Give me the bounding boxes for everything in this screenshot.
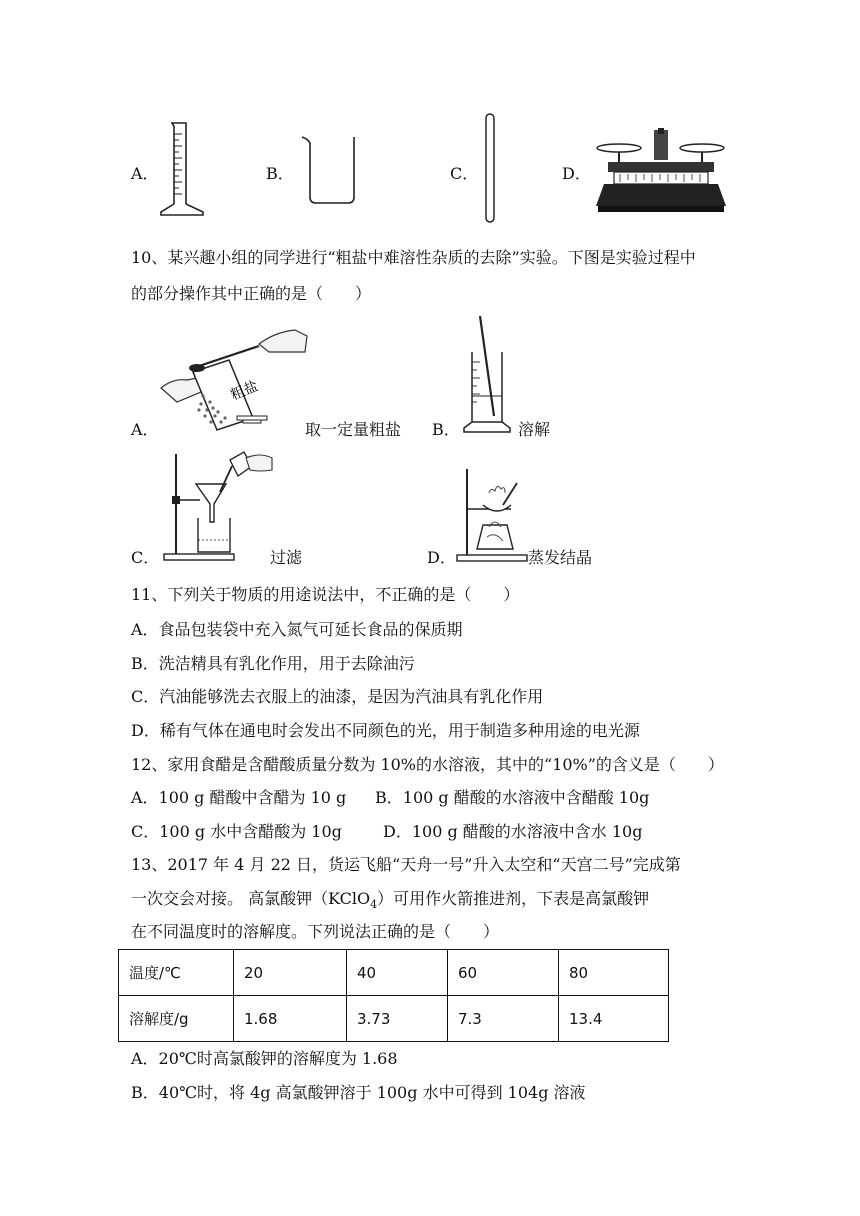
q13-option-b: B．40℃时，将 4g 高氯酸钾溶于 100g 水中可得到 104g 溶液 (131, 1083, 586, 1102)
q13-stem-line-2-pre: 一次交会对接。 高氯酸钾（KClO (131, 889, 371, 908)
jar-label-text: 粗盐 (228, 378, 261, 404)
beaker-icon (298, 133, 364, 207)
weigh-salt-illustration (155, 322, 310, 432)
q11-stem: 11、下列关于物质的用途说法中，不正确的是（ ） (131, 585, 520, 604)
table-cell: 60 (448, 950, 559, 996)
table-cell: 温度/℃ (119, 950, 234, 996)
q10-option-c-prefix: C． (131, 548, 160, 567)
q12-option-c: C．100 g 水中含醋酸为 10g (131, 822, 342, 841)
q13-option-a: A．20℃时高氯酸钾的溶解度为 1.68 (131, 1049, 398, 1068)
q10-option-c-caption: 过滤 (270, 548, 303, 567)
q11-option-a: A．食品包装袋中充入氮气可延长食品的保质期 (131, 620, 463, 639)
q11-option-c: C．汽油能够洗去衣服上的油漆，是因为汽油具有乳化作用 (131, 687, 544, 706)
q9-option-c-label: C． (450, 164, 479, 183)
q13-stem-line-2-post: ）可用作火箭推进剂，下表是高氯酸钾 (377, 889, 650, 908)
q10-option-b-prefix: B． (432, 420, 460, 439)
table-cell: 溶解度/g (119, 996, 234, 1042)
glass-rod-icon (480, 112, 500, 226)
q11-option-b: B．洗洁精具有乳化作用，用于去除油污 (131, 654, 415, 673)
balance-scale-icon (594, 126, 728, 216)
dissolve-illustration (462, 312, 518, 440)
q9-option-b-label: B． (266, 164, 294, 183)
filtration-illustration (160, 448, 278, 566)
q13-stem-line-1: 13、2017 年 4 月 22 日，货运飞船“天舟一号”升入太空和“天宫二号”完成第 (131, 855, 681, 874)
q12-option-d: D．100 g 醋酸的水溶液中含水 10g (383, 822, 643, 841)
table-cell: 80 (559, 950, 669, 996)
q9-option-a-label: A． (131, 164, 159, 183)
q9-option-d-label: D． (562, 164, 591, 183)
q10-stem-line-2: 的部分操作其中正确的是（ ） (131, 284, 372, 303)
q10-option-a-prefix: A． (131, 420, 159, 439)
q10-option-d-caption: 蒸发结晶 (528, 548, 593, 567)
q10-stem-line-1: 10、某兴趣小组的同学进行“粗盐中难溶性杂质的去除”实验。下图是实验过程中 (131, 248, 696, 267)
q10-option-a-caption: 取一定量粗盐 (305, 420, 402, 439)
q12-stem: 12、家用食醋是含醋酸质量分数为 10%的水溶液，其中的“10%”的含义是（ ） (131, 755, 724, 774)
q13-stem-line-3: 在不同温度时的溶解度。下列说法正确的是（ ） (131, 922, 500, 941)
table-row (119, 950, 669, 996)
solubility-table (118, 949, 669, 1042)
table-cell: 40 (347, 950, 448, 996)
table-cell: 7.3 (448, 996, 559, 1042)
q11-option-d: D．稀有气体在通电时会发出不同颜色的光，用于制造多种用途的电光源 (131, 721, 640, 740)
table-cell: 13.4 (559, 996, 669, 1042)
table-cell: 20 (234, 950, 347, 996)
table-row (119, 996, 669, 1042)
q12-option-a: A．100 g 醋酸中含醋为 10 g (131, 788, 347, 807)
q13-stem-line-2 (131, 888, 649, 916)
graduated-cylinder-icon (158, 120, 208, 218)
table-cell: 3.73 (347, 996, 448, 1042)
q13-formula-subscript: 4 (370, 898, 378, 912)
q10-option-b-caption: 溶解 (518, 420, 551, 439)
evaporation-illustration (455, 465, 535, 565)
q12-option-b: B．100 g 醋酸的水溶液中含醋酸 10g (375, 788, 650, 807)
table-cell: 1.68 (234, 996, 347, 1042)
q10-option-d-prefix: D． (427, 548, 456, 567)
